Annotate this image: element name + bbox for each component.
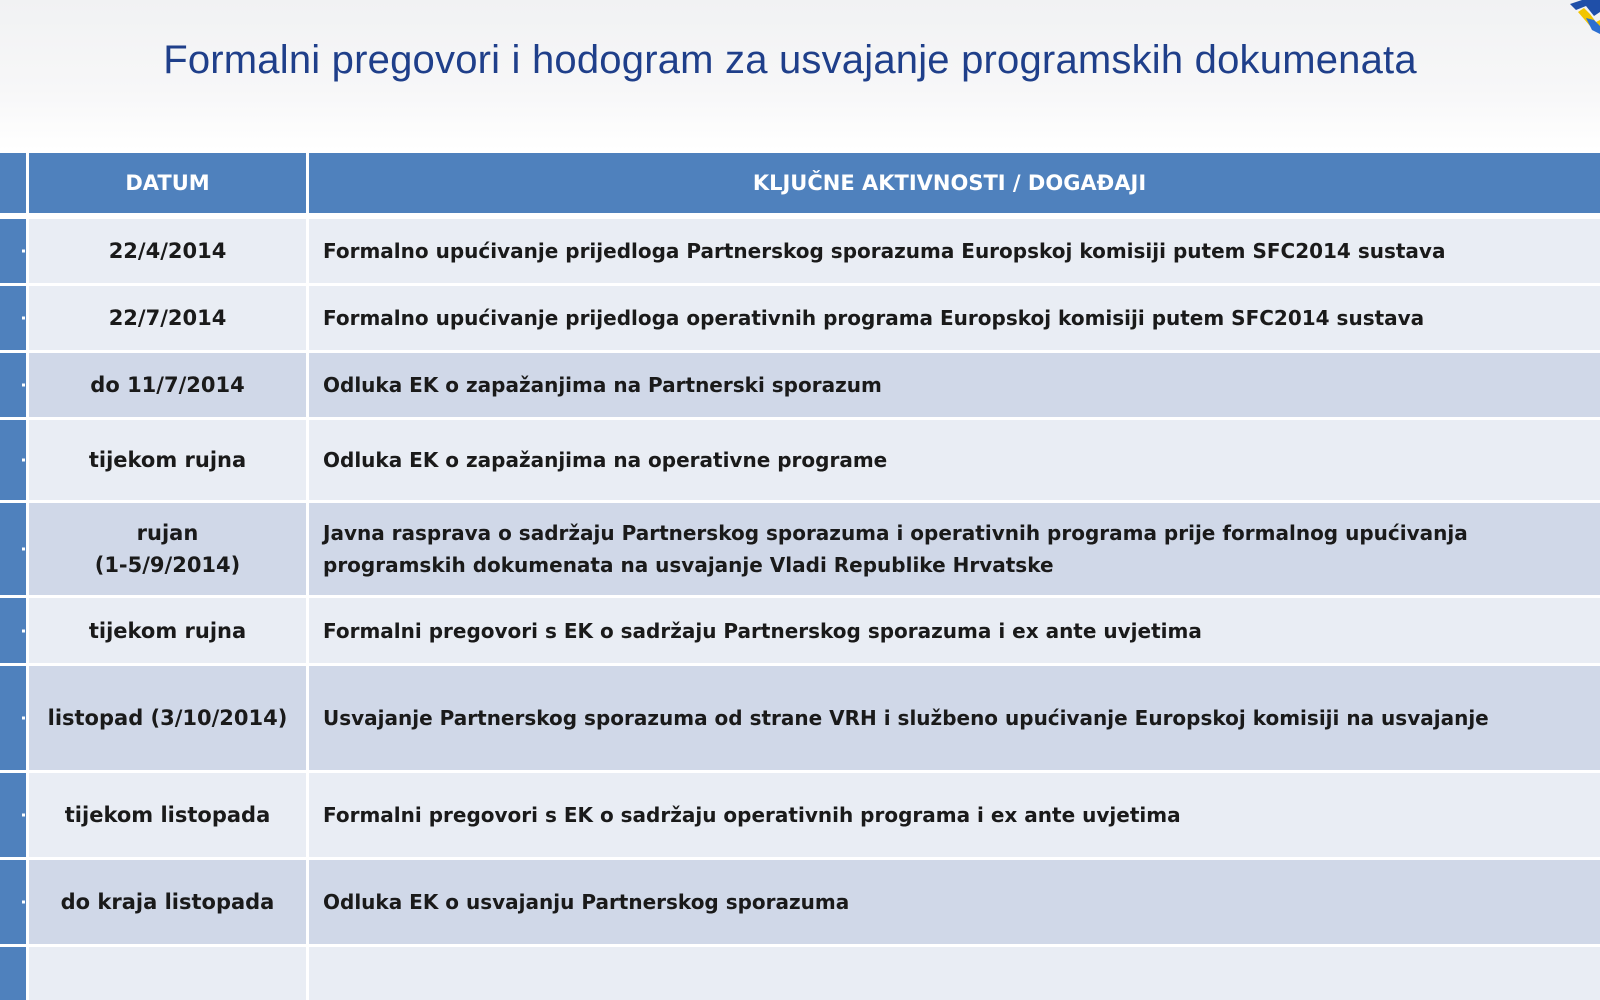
row-date [29, 947, 309, 1000]
row-activity: Formalni pregovori s EK o sadržaju Partnerskog sporazuma i ex ante uvjetima [309, 598, 1600, 663]
row-marker [0, 773, 29, 857]
row-activity: Odluka EK o usvajanju Partnerskog sporazuma [309, 860, 1600, 944]
row-date: tijekom rujna [29, 420, 309, 500]
row-date [29, 503, 309, 595]
row-date: do 11/7/2014 [29, 353, 309, 417]
index-column-header [0, 153, 29, 213]
row-date-line1: rujan [136, 521, 199, 545]
row-marker [0, 598, 29, 663]
table-row-partial [0, 947, 1600, 1000]
row-marker [0, 286, 29, 350]
row-date: 22/7/2014 [29, 286, 309, 350]
table-row [0, 666, 1600, 773]
row-activity: Formalno upućivanje prijedloga operativnih programa Europskoj komisiji putem SFC2014 sustava [309, 286, 1600, 350]
row-activity: Odluka EK o zapažanjima na Partnerski sporazum [309, 353, 1600, 417]
table-row [0, 503, 1600, 598]
table-row [0, 860, 1600, 947]
row-date: listopad (3/10/2014) [29, 666, 309, 770]
row-activity: Usvajanje Partnerskog sporazuma od strane VRH i službeno upućivanje Europskoj komisiji na usvajanje [309, 666, 1600, 770]
row-marker [0, 219, 29, 283]
slide-title: Formalni pregovori i hodogram za usvajanje programskih dokumenata [163, 38, 1417, 82]
table-row [0, 219, 1600, 286]
row-activity [309, 947, 1600, 1000]
row-marker [0, 666, 29, 770]
eu-logo-icon [1560, 0, 1600, 34]
table-row [0, 773, 1600, 860]
row-marker [0, 503, 29, 595]
schedule-table [0, 153, 1600, 1000]
row-activity: Formalni pregovori s EK o sadržaju operativnih programa i ex ante uvjetima [309, 773, 1600, 857]
row-activity: Javna rasprava o sadržaju Partnerskog sporazuma i operativnih programa prije formalnog upućivanja programskih dokumenata na usvajanje Vladi Republike Hrvatske [309, 503, 1600, 595]
table-row [0, 353, 1600, 420]
table-row [0, 598, 1600, 666]
row-date-line2: (1-5/9/2014) [94, 553, 241, 577]
row-date: do kraja listopada [29, 860, 309, 944]
row-marker [0, 860, 29, 944]
row-activity: Formalno upućivanje prijedloga Partnerskog sporazuma Europskoj komisiji putem SFC2014 sustava [309, 219, 1600, 283]
row-marker [0, 947, 29, 1000]
table-header-row [0, 153, 1600, 219]
row-marker [0, 353, 29, 417]
table-row [0, 420, 1600, 503]
row-marker [0, 420, 29, 500]
row-date: 22/4/2014 [29, 219, 309, 283]
row-date: tijekom rujna [29, 598, 309, 663]
row-date: tijekom listopada [29, 773, 309, 857]
activities-column-header: KLJUČNE AKTIVNOSTI / DOGAĐAJI [309, 153, 1600, 213]
datum-column-header: DATUM [29, 153, 309, 213]
table-row [0, 286, 1600, 353]
row-activity: Odluka EK o zapažanjima na operativne programe [309, 420, 1600, 500]
